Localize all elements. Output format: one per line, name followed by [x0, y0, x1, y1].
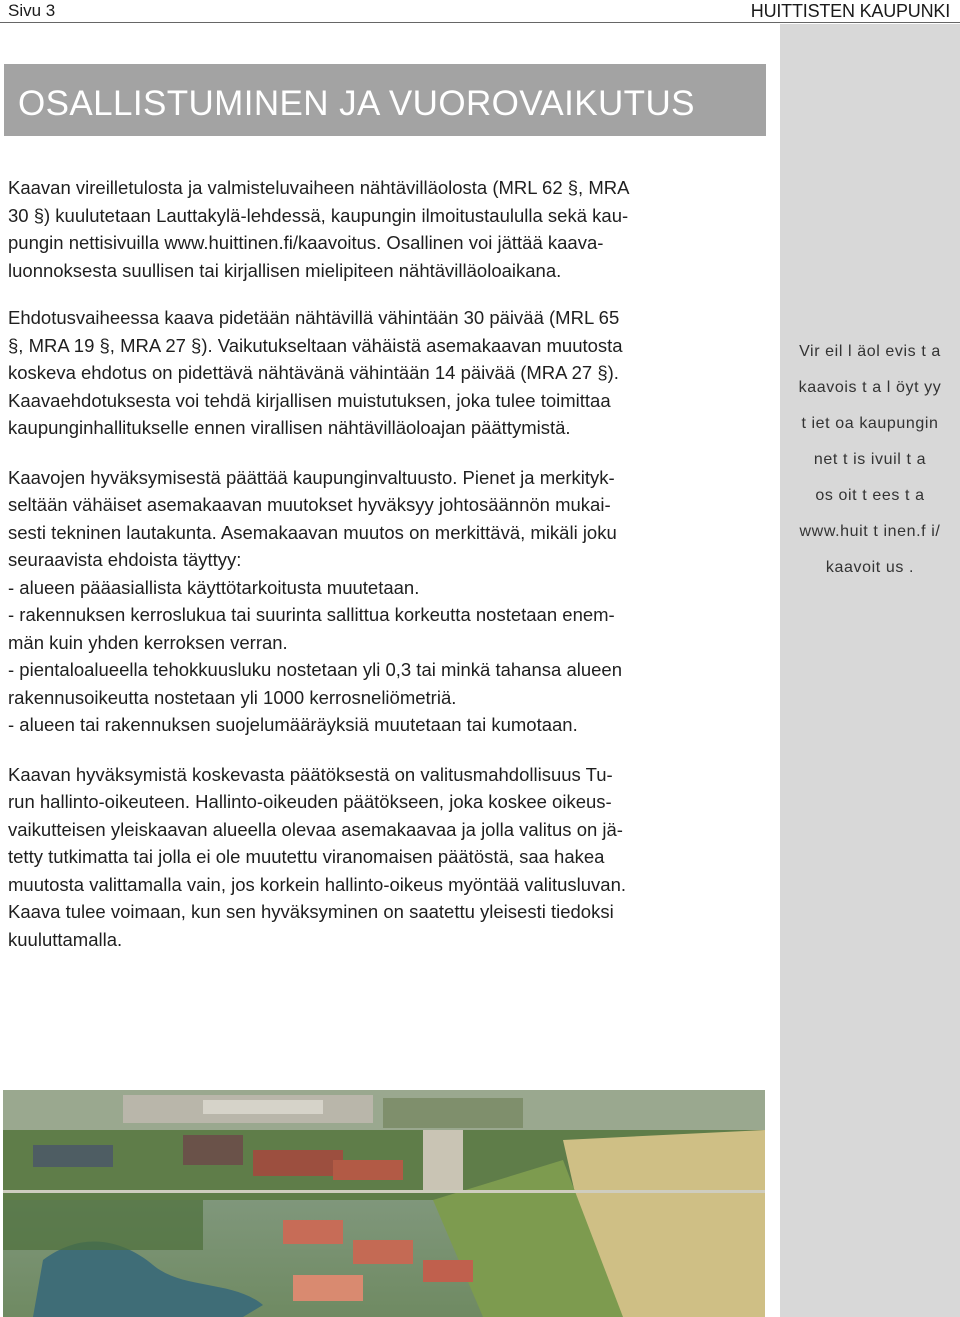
text-line: pungin nettisivuilla www.huittinen.fi/kaavoitus. Osallinen voi jättää kaava- — [8, 232, 604, 253]
text-line: rakennusoikeutta nostetaan yli 1000 kerrosneliömetriä. — [8, 686, 457, 708]
text-line: Kaavan hyväksymistä koskevasta päätöksestä on valitusmahdollisuus Tu- — [8, 763, 613, 785]
text-line: Ehdotusvaiheessa kaava pidetään nähtävillä vähintään 30 päivää (MRL 65 — [8, 307, 620, 328]
paragraph-appeal — [8, 761, 768, 954]
text-line: Kaavan vireilletulosta ja valmisteluvaiheen nähtävilläolosta (MRL 62 §, MRA — [8, 177, 630, 198]
text-line: 30 §) kuulutetaan Lauttakylä-lehdessä, kaupungin ilmoitustaululla sekä kau- — [8, 204, 629, 226]
text-line: - alueen pääasiallista käyttötarkoitusta muutetaan. — [8, 576, 420, 598]
text-line: - alueen tai rakennuksen suojelumääräyksiä muutetaan tai kumotaan. — [8, 714, 578, 735]
sidebar-note-line: kaavois t a l öyt yy — [798, 379, 942, 396]
sidebar-note-line: t iet oa kaupungin — [801, 415, 939, 432]
text-line: seuraavista ehdoista täyttyy: — [8, 549, 242, 570]
paragraph-proposal-stage — [8, 304, 768, 442]
text-line: - rakennuksen kerroslukua tai suurinta sallittua korkeutta nostetaan enem- — [8, 604, 615, 625]
organization-name: HUITTISTEN KAUPUNKI — [750, 1, 950, 21]
text-line: män kuin yhden kerroksen verran. — [8, 631, 288, 653]
page-header — [0, 0, 960, 24]
sidebar-note-line: net t is ivuil t a — [813, 451, 927, 468]
sidebar-panel — [780, 24, 960, 1317]
sidebar-note-line: www.huit t inen.f i/ — [799, 523, 941, 540]
sidebar-note — [780, 334, 960, 586]
paragraph-approval — [8, 464, 768, 739]
aerial-town-photo — [3, 1090, 765, 1317]
text-line: koskeva ehdotus on pidettävä nähtävänä vähintään 14 päivää (MRA 27 §). — [8, 362, 619, 383]
text-line: seltään vähäiset asemakaavan muutokset hyväksyy johtosäännön mukai- — [8, 494, 611, 515]
text-line: luonnoksesta suullisen tai kirjallisen mielipiteen nähtävilläoloaikana. — [8, 259, 562, 281]
text-line: kuuluttamalla. — [8, 928, 123, 950]
text-line: §, MRA 19 §, MRA 27 §). Vaikutukseltaan vähäistä asemakaavan muutosta — [8, 334, 623, 356]
text-line: sesti tekninen lautakunta. Asemakaavan muutos on merkittävä, mikäli joku — [8, 521, 617, 543]
text-line: - pientaloalueella tehokkuusluku nostetaan yli 0,3 tai minkä tahansa alueen — [8, 659, 622, 680]
page-number: Sivu 3 — [8, 1, 56, 20]
sidebar-note-line: Vir eil l äol evis t a — [799, 343, 941, 360]
sidebar-note-line: os oit t ees t a — [815, 487, 925, 504]
text-line: tetty tutkimatta tai jolla ei ole muutettu viranomaisen päätöstä, saa hakea — [8, 846, 605, 867]
text-line: kaupunginhallitukselle ennen virallisen nähtävilläoloajan päättymistä. — [8, 417, 571, 438]
text-line: Kaava tulee voimaan, kun sen hyväksyminen on saatettu yleisesti tiedoksi — [8, 901, 614, 922]
text-line: Kaavaehdotuksesta voi tehdä kirjallisen muistutuksen, joka tulee toimittaa — [8, 389, 611, 411]
header-divider — [0, 22, 960, 23]
sidebar-note-line: kaavoit us . — [825, 559, 915, 576]
paragraph-publication — [8, 174, 768, 284]
body-text — [8, 174, 768, 953]
text-line: muutosta valittamalla vain, jos korkein hallinto-oikeus myöntää valitusluvan. — [8, 873, 626, 895]
text-line: run hallinto-oikeuteen. Hallinto-oikeuden päätökseen, joka koskee oikeus- — [8, 791, 612, 812]
text-line: Kaavojen hyväksymisestä päättää kaupunginvaltuusto. Pienet ja merkityk- — [8, 466, 615, 488]
text-line: vaikutteisen yleiskaavan alueella olevaa asemakaavaa ja jolla valitus on jä- — [8, 818, 623, 840]
page-title: OSALLISTUMINEN JA VUOROVAIKUTUS — [18, 84, 695, 123]
